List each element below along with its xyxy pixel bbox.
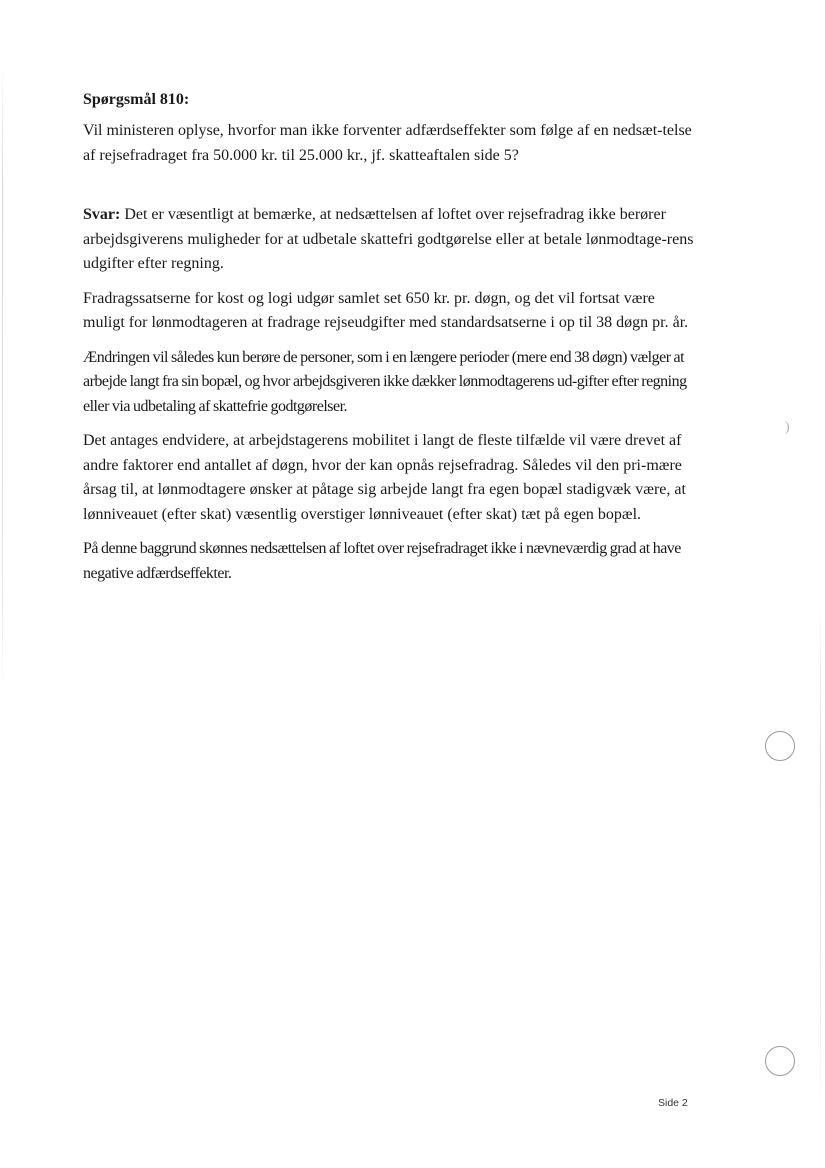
scan-edge-left: [2, 60, 3, 700]
answer-paragraph-1: [83, 203, 695, 277]
scan-mark: ): [785, 420, 790, 435]
document-body: [83, 88, 695, 596]
answer-paragraph-2: Fradragssatserne for kost og logi udgør samlet set 650 kr. pr. døgn, og det vil fortsat være muligt for lønmodtageren at fradrage rejseudgifter med standardsatserne i op til 38 døgn pr. år.: [83, 289, 689, 331]
scan-edge-right: [820, 600, 821, 1120]
answer-paragraph-3: Ændringen vil således kun berøre de personer, som i en længere perioder (mere end 38 døgn) vælger at arbejde langt fra sin bopæl, og hvor arbejdsgiveren ikke dækker lønmodtagerens ud-gifter efter regning eller via udbetaling af skattefrie godtgørelser.: [83, 348, 687, 415]
punch-hole-icon: [765, 731, 795, 761]
answer-label: Svar:: [83, 206, 121, 223]
answer-paragraph-5: På denne baggrund skønnes nedsættelsen af loftet over rejsefradraget ikke i nævneværdig grad at have negative adfærdseffekter.: [83, 540, 681, 582]
page-number: Side 2: [658, 1097, 688, 1109]
question-heading: Spørgsmål 810:: [83, 91, 190, 108]
punch-hole-icon: [765, 1046, 795, 1076]
question-text: Vil ministeren oplyse, hvorfor man ikke forventer adfærdseffekter som følge af en nedsæt-telse af rejsefradraget fra 50.000 kr. til 25.000 kr., jf. skatteaftalen side 5?: [83, 122, 692, 164]
answer-paragraph-4: Det antages endvidere, at arbejdstagerens mobilitet i langt de fleste tilfælde vil være drevet af andre faktorer end antallet af døgn, hvor der kan opnås rejsefradrag. Således vil den pri-mære årsag til, at lønmodtagere ønsker at påtage sig arbejde langt fra egen bopæl stadigvæk være, at lønniveauet (efter skat) væsentlig overstiger lønniveauet (efter skat) tæt på egen bopæl.: [83, 432, 686, 523]
answer-paragraph-1-text: Det er væsentligt at bemærke, at nedsættelsen af loftet over rejsefradrag ikke berører arbejdsgiverens muligheder for at udbetale skattefri godtgørelse eller at betale lønmodtage-rens udgifter efter regning.: [83, 206, 694, 272]
